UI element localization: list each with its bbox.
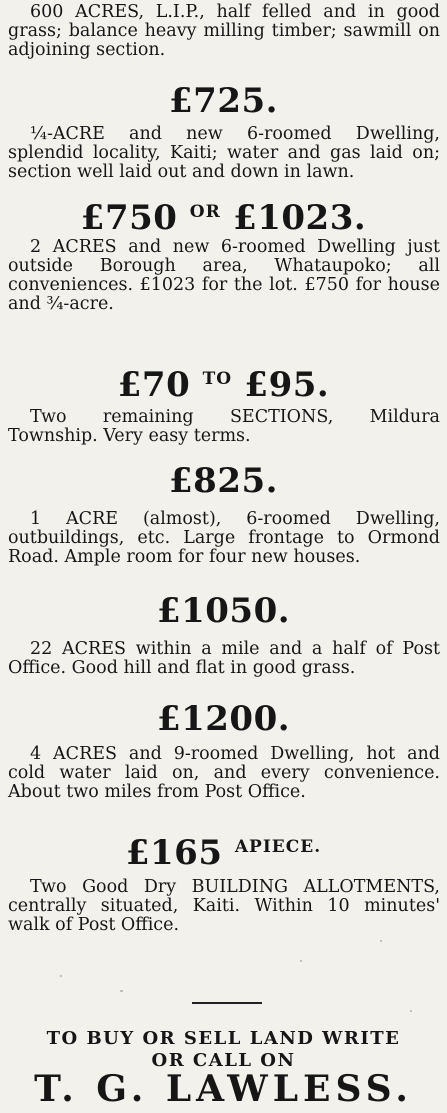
call-to-action-line1: TO BUY OR SELL LAND WRITE <box>46 1028 401 1049</box>
listing-description: 22 ACRES within a mile and a half of Post Office. Good hill and flat in good grass. <box>8 639 440 678</box>
listing-price-range <box>0 193 447 237</box>
print-speck <box>300 960 302 962</box>
listing-price: £1050. <box>156 591 291 631</box>
listing-price-range <box>0 360 447 404</box>
price-high: £1023. <box>233 198 367 238</box>
listing-description: 2 ACRES and new 6-roomed Dwelling just outside Borough area, Whataupoko; all conveniences. £1023 for the lot. £750 for house and ¾-acre. <box>8 237 440 314</box>
print-speck <box>410 1010 412 1012</box>
price-value: £165 <box>125 833 223 873</box>
agent-name: T. G. LAWLESS. <box>34 1068 413 1110</box>
listing-price: £1200. <box>156 699 291 739</box>
listing-description: Two remaining SECTIONS, Mildura Township. Very easy terms. <box>8 407 440 446</box>
price-high: £95. <box>244 365 330 405</box>
price-connector: TO <box>202 369 233 389</box>
price-suffix: APIECE. <box>234 837 322 857</box>
call-to-action-line2: OR CALL ON <box>151 1050 296 1071</box>
print-speck <box>120 990 123 992</box>
listing-description: ¼-ACRE and new 6-roomed Dwelling, splendid locality, Kaiti; water and gas laid on; section well laid out and down in lawn. <box>8 124 440 182</box>
listing-description: 600 ACRES, L.I.P., half felled and in good grass; balance heavy milling timber; sawmill on adjoining section. <box>8 2 440 60</box>
listing-description: 1 ACRE (almost), 6-roomed Dwelling, outbuildings, etc. Large frontage to Ormond Road. Ample room for four new houses. <box>8 509 440 567</box>
print-speck <box>380 940 382 942</box>
price-low: £750 <box>80 198 178 238</box>
listing-price-apiece <box>0 828 447 872</box>
divider-rule <box>192 1002 262 1004</box>
listing-description: 4 ACRES and 9-roomed Dwelling, hot and cold water laid on, and every convenience. About two miles from Post Office. <box>8 744 440 802</box>
listing-price: £725. <box>169 81 278 121</box>
price-low: £70 <box>117 365 191 405</box>
listing-description: Two Good Dry BUILDING ALLOTMENTS, centrally situated, Kaiti. Within 10 minutes' walk of Post Office. <box>8 877 440 935</box>
listing-price: £825. <box>169 461 278 501</box>
price-connector: OR <box>189 202 221 222</box>
print-speck <box>60 975 62 977</box>
